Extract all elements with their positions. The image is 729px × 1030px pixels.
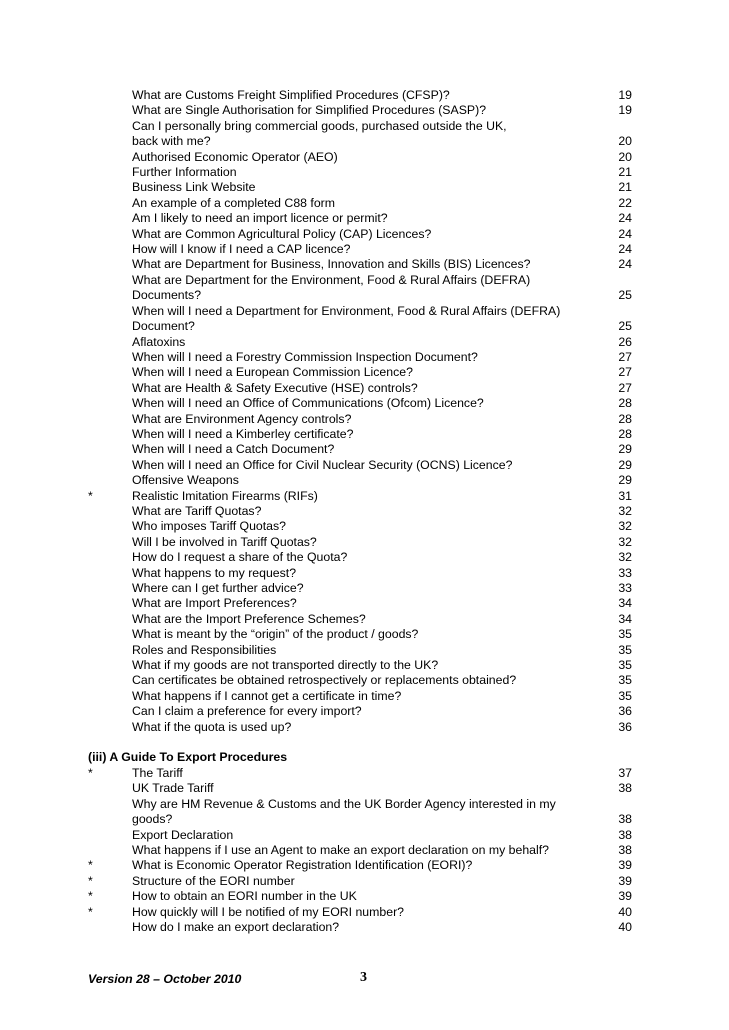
toc-entry: [0, 766, 729, 781]
change-marker: *: [88, 904, 93, 919]
toc-entry-page: 26: [618, 334, 632, 349]
toc-entry-page: 24: [618, 242, 632, 257]
toc-entry-page: 28: [618, 396, 632, 411]
table-of-contents: [0, 88, 729, 935]
toc-entry-page: 29: [618, 473, 632, 488]
toc-entry-title: When will I need an Office for Civil Nuclear Security (OCNS) Licence?: [132, 457, 513, 472]
toc-entry-page: 28: [618, 426, 632, 441]
toc-entry-page: 35: [618, 673, 632, 688]
toc-entry-page: 24: [618, 211, 632, 226]
toc-entry-title: Authorised Economic Operator (AEO): [132, 149, 338, 164]
toc-entry: [0, 689, 729, 704]
toc-entry: [0, 812, 729, 827]
toc-entry: [0, 889, 729, 904]
toc-entry: [0, 365, 729, 380]
toc-entry-page: 24: [618, 257, 632, 272]
toc-entry: [0, 273, 729, 288]
toc-entry-title: What if my goods are not transported directly to the UK?: [132, 658, 439, 673]
toc-entry: [0, 828, 729, 843]
toc-entry: [0, 304, 729, 319]
toc-entry: [0, 119, 729, 134]
blank-line: [0, 735, 729, 750]
toc-entry-title: What happens if I use an Agent to make an export declaration on my behalf?: [132, 842, 549, 857]
section-heading: (iii) A Guide To Export Procedures: [88, 750, 288, 765]
toc-entry-title: What happens to my request?: [132, 565, 297, 580]
toc-entry-title: Can I claim a preference for every import?: [132, 704, 362, 719]
toc-entry-title: How do I request a share of the Quota?: [132, 550, 348, 565]
toc-entry-title: Further Information: [132, 165, 237, 180]
footer-version: Version 28 – October 2010: [88, 972, 242, 986]
toc-entry: [0, 920, 729, 935]
toc-entry: [0, 88, 729, 103]
toc-entry-page: 25: [618, 288, 632, 303]
toc-entry-title: When will I need a Department for Environment, Food & Rural Affairs (DEFRA): [132, 303, 561, 318]
change-marker: *: [88, 889, 93, 904]
toc-entry-title: What are Department for the Environment, Food & Rural Affairs (DEFRA): [132, 272, 531, 287]
toc-entry-title: Export Declaration: [132, 827, 234, 842]
toc-entry-title: Aflatoxins: [132, 334, 186, 349]
toc-entry: [0, 858, 729, 873]
toc-entry-page: 38: [618, 827, 632, 842]
toc-entry: [0, 720, 729, 735]
toc-entry-page: 35: [618, 627, 632, 642]
toc-entry-page: 28: [618, 411, 632, 426]
toc-entry-title: What if the quota is used up?: [132, 719, 292, 734]
toc-entry-title: back with me?: [132, 134, 211, 149]
toc-entry-title: What are Import Preferences?: [132, 596, 297, 611]
toc-entry-title: How to obtain an EORI number in the UK: [132, 889, 357, 904]
toc-entry-page: 39: [618, 873, 632, 888]
toc-entry-page: 25: [618, 319, 632, 334]
toc-entry-title: What are Customs Freight Simplified Procedures (CFSP)?: [132, 88, 450, 102]
toc-entry: [0, 288, 729, 303]
change-marker: *: [88, 765, 93, 780]
toc-entry-title: What is meant by the “origin” of the product / goods?: [132, 627, 419, 642]
toc-entry: [0, 196, 729, 211]
toc-entry: [0, 335, 729, 350]
toc-entry-title: What are Single Authorisation for Simplified Procedures (SASP)?: [132, 103, 487, 118]
toc-entry-page: 20: [618, 134, 632, 149]
toc-entry: [0, 180, 729, 195]
toc-entry-page: 32: [618, 503, 632, 518]
toc-entry-title: How do I make an export declaration?: [132, 919, 340, 934]
toc-entry-title: Where can I get further advice?: [132, 581, 304, 595]
toc-entry: [0, 319, 729, 334]
toc-entry-page: 39: [618, 858, 632, 873]
toc-entry-title: What are Environment Agency controls?: [132, 411, 352, 426]
toc-entry-page: 36: [618, 719, 632, 734]
toc-entry-page: 36: [618, 704, 632, 719]
toc-entry: [0, 150, 729, 165]
toc-entry-title: The Tariff: [132, 765, 183, 780]
toc-entry-title: UK Trade Tariff: [132, 781, 214, 796]
toc-entry-page: 21: [618, 180, 632, 195]
toc-entry: [0, 458, 729, 473]
toc-entry-page: 32: [618, 519, 632, 534]
toc-entry-title: An example of a completed C88 form: [132, 195, 336, 210]
toc-entry: [0, 134, 729, 149]
toc-entry-title: When will I need an Office of Communications (Ofcom) Licence?: [132, 396, 484, 411]
toc-entry-page: 21: [618, 165, 632, 180]
toc-entry-page: 27: [618, 349, 632, 364]
toc-entry-page: 31: [618, 488, 632, 503]
toc-entry-title: Am I likely to need an import licence or permit?: [132, 211, 388, 226]
toc-entry-title: What are Department for Business, Innovation and Skills (BIS) Licences?: [132, 257, 531, 272]
toc-entry: [0, 781, 729, 796]
toc-entry: [0, 704, 729, 719]
toc-entry-page: 34: [618, 611, 632, 626]
toc-entry-title: goods?: [132, 812, 173, 827]
toc-entry-title: Can certificates be obtained retrospectively or replacements obtained?: [132, 673, 517, 688]
toc-entry-title: How will I know if I need a CAP licence?: [132, 242, 351, 257]
toc-entry-title: What are Common Agricultural Policy (CAP) Licences?: [132, 226, 432, 241]
toc-entry-page: 29: [618, 442, 632, 457]
toc-entry: [0, 658, 729, 673]
toc-entry: [0, 489, 729, 504]
toc-entry: [0, 211, 729, 226]
toc-entry: [0, 673, 729, 688]
toc-entry-page: 27: [618, 380, 632, 395]
toc-entry: [0, 165, 729, 180]
change-marker: *: [88, 873, 93, 888]
toc-entry-title: Roles and Responsibilities: [132, 642, 277, 657]
toc-entry: [0, 612, 729, 627]
toc-entry-page: 20: [618, 149, 632, 164]
toc-entry-title: Why are HM Revenue & Customs and the UK Border Agency interested in my: [132, 796, 556, 811]
toc-entry: [0, 905, 729, 920]
toc-entry: [0, 257, 729, 272]
toc-entry-page: 19: [618, 88, 632, 102]
toc-entry-title: Offensive Weapons: [132, 473, 239, 488]
toc-entry: [0, 797, 729, 812]
toc-entry-page: 40: [618, 919, 632, 934]
toc-entry-title: Structure of the EORI number: [132, 873, 295, 888]
toc-entry: [0, 227, 729, 242]
toc-entry-page: 34: [618, 596, 632, 611]
toc-entry-title: Can I personally bring commercial goods, purchased outside the UK,: [132, 118, 507, 133]
toc-entry-page: 38: [618, 812, 632, 827]
toc-entry-page: 35: [618, 642, 632, 657]
toc-entry-page: 32: [618, 534, 632, 549]
toc-entry-title: Document?: [132, 319, 195, 334]
toc-entry-page: 38: [618, 842, 632, 857]
toc-entry-page: 22: [618, 195, 632, 210]
toc-entry-page: 32: [618, 550, 632, 565]
toc-entry: [0, 473, 729, 488]
toc-entry-title: What is Economic Operator Registration Identification (EORI)?: [132, 858, 473, 873]
toc-entry: [0, 643, 729, 658]
toc-entry-page: 33: [618, 565, 632, 580]
toc-entry-title: When will I need a Forestry Commission Inspection Document?: [132, 349, 478, 364]
toc-entry: [0, 874, 729, 889]
toc-entry: [0, 519, 729, 534]
toc-entry: [0, 566, 729, 581]
toc-entry: [0, 581, 729, 596]
toc-entry: [0, 550, 729, 565]
toc-entry-page: 19: [618, 103, 632, 118]
toc-entry-title: Documents?: [132, 288, 202, 303]
toc-entry-page: 37: [618, 765, 632, 780]
toc-entry-title: How quickly will I be notified of my EORI number?: [132, 904, 405, 919]
toc-entry-page: 38: [618, 781, 632, 796]
toc-entry-page: 27: [618, 365, 632, 380]
toc-entry: [0, 412, 729, 427]
toc-entry-title: When will I need a European Commission Licence?: [132, 365, 413, 380]
toc-entry-title: What are Health & Safety Executive (HSE) controls?: [132, 380, 418, 395]
toc-entry-page: 24: [618, 226, 632, 241]
toc-entry: [0, 242, 729, 257]
toc-entry-title: When will I need a Kimberley certificate?: [132, 426, 354, 441]
toc-entry-page: 35: [618, 658, 632, 673]
footer-page-number: 3: [360, 970, 367, 985]
toc-entry-title: What are Tariff Quotas?: [132, 503, 262, 518]
toc-entry: [0, 627, 729, 642]
toc-entry-page: 29: [618, 457, 632, 472]
change-marker: *: [88, 488, 93, 503]
toc-entry: [0, 535, 729, 550]
toc-entry: [0, 843, 729, 858]
section-heading-row: [0, 750, 729, 765]
toc-entry-page: 35: [618, 688, 632, 703]
toc-entry: [0, 504, 729, 519]
toc-entry: [0, 396, 729, 411]
toc-entry: [0, 103, 729, 118]
toc-entry-page: 39: [618, 889, 632, 904]
toc-entry-title: When will I need a Catch Document?: [132, 442, 335, 457]
toc-entry-title: What happens if I cannot get a certificate in time?: [132, 688, 402, 703]
toc-entry: [0, 350, 729, 365]
toc-entry: [0, 442, 729, 457]
toc-entry-page: 33: [618, 581, 632, 595]
toc-entry-page: 40: [618, 904, 632, 919]
toc-entry: [0, 381, 729, 396]
toc-entry-title: Realistic Imitation Firearms (RIFs): [132, 488, 318, 503]
toc-entry-title: What are the Import Preference Schemes?: [132, 611, 366, 626]
toc-entry: [0, 596, 729, 611]
toc-entry-title: Who imposes Tariff Quotas?: [132, 519, 287, 534]
toc-entry-title: Will I be involved in Tariff Quotas?: [132, 534, 317, 549]
toc-entry: [0, 427, 729, 442]
change-marker: *: [88, 858, 93, 873]
toc-entry-title: Business Link Website: [132, 180, 256, 195]
